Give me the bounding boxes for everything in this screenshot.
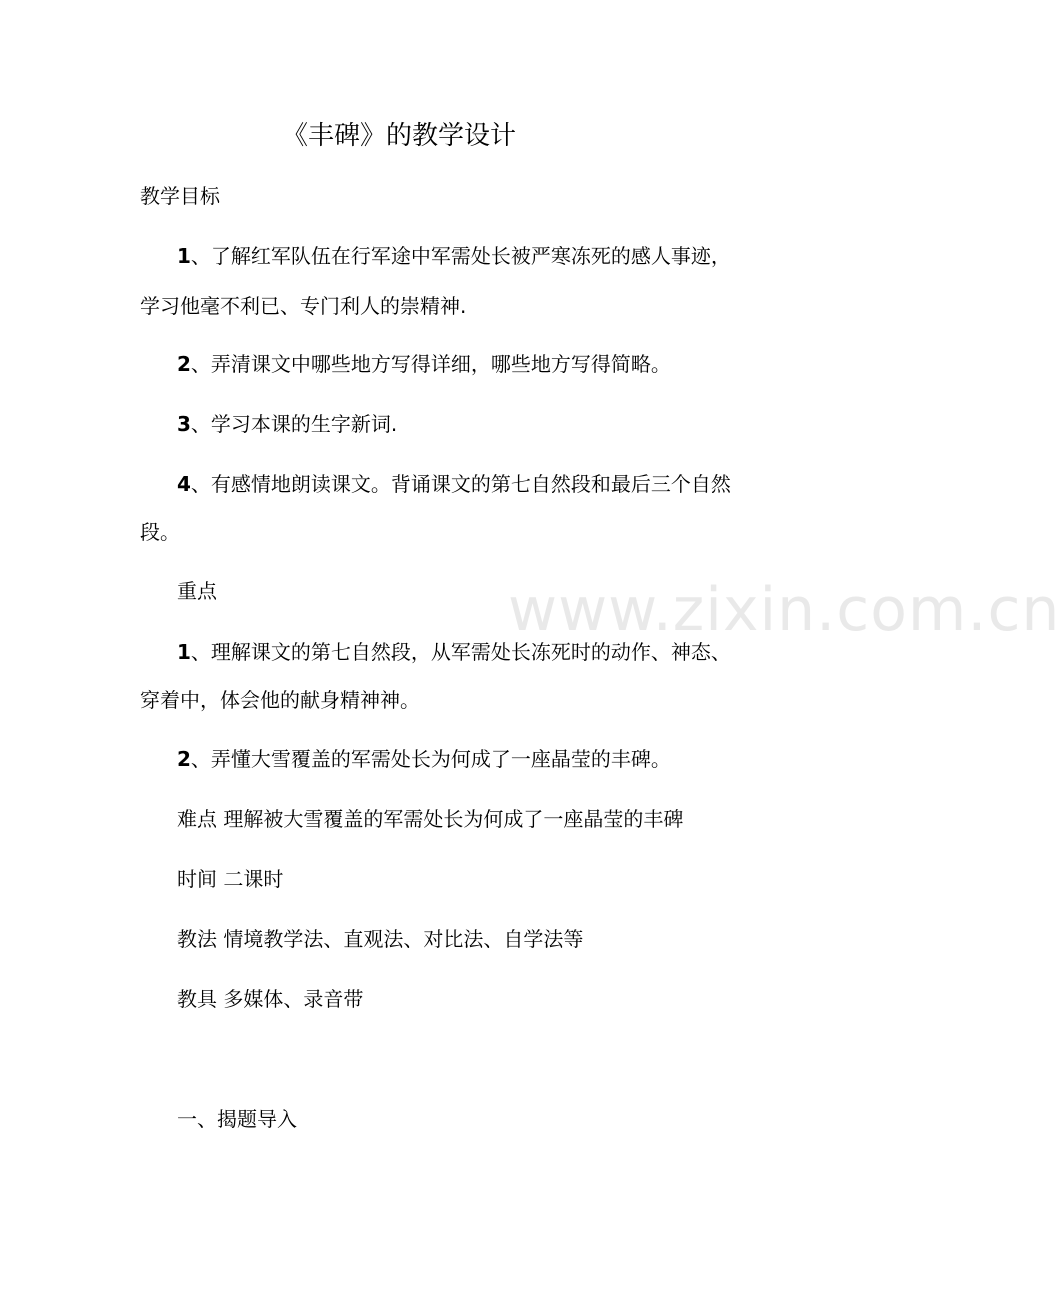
watermark: www.zixin.com.cn bbox=[508, 575, 1060, 645]
tools-line: 教具 多媒体、录音带 bbox=[177, 987, 364, 1011]
objective-2-text: 、弄清课文中哪些地方写得详细，哪些地方写得简略。 bbox=[190, 352, 671, 376]
section-one-heading: 一、揭题导入 bbox=[177, 1107, 297, 1131]
key-point-1-number: 1 bbox=[177, 640, 191, 664]
key-point-1 bbox=[177, 638, 731, 666]
time-line: 时间 二课时 bbox=[177, 867, 284, 891]
objectives-heading: 教学目标 bbox=[140, 184, 220, 208]
objective-1 bbox=[177, 242, 731, 270]
objective-1-line2: 学习他毫不利已、专门利人的崇精神. bbox=[140, 294, 467, 318]
objective-1-number: 1 bbox=[177, 244, 191, 268]
key-point-1-text-line1: 、理解课文的第七自然段，从军需处长冻死时的动作、神态、 bbox=[190, 640, 731, 664]
objective-4 bbox=[177, 470, 731, 498]
document-title: 《丰碑》的教学设计 bbox=[282, 121, 517, 151]
objective-3 bbox=[177, 410, 397, 438]
objective-4-line2: 段。 bbox=[140, 520, 180, 544]
objective-1-text-line1: 、了解红军队伍在行军途中军需处长被严寒冻死的感人事迹， bbox=[190, 244, 731, 268]
objective-3-number: 3 bbox=[177, 412, 191, 436]
key-point-2 bbox=[177, 745, 671, 773]
key-point-2-number: 2 bbox=[177, 747, 191, 771]
objective-2-number: 2 bbox=[177, 352, 191, 376]
key-point-1-line2: 穿着中，体会他的献身精神神。 bbox=[140, 688, 420, 712]
difficulty-line: 难点 理解被大雪覆盖的军需处长为何成了一座晶莹的丰碑 bbox=[177, 807, 684, 831]
key-point-2-text: 、弄懂大雪覆盖的军需处长为何成了一座晶莹的丰碑。 bbox=[190, 747, 671, 771]
objective-3-text: 、学习本课的生字新词. bbox=[190, 412, 398, 436]
methods-line: 教法 情境教学法、直观法、对比法、自学法等 bbox=[177, 927, 584, 951]
key-points-heading: 重点 bbox=[177, 579, 217, 603]
objective-2 bbox=[177, 350, 671, 378]
objective-4-number: 4 bbox=[177, 472, 191, 496]
objective-4-text-line1: 、有感情地朗读课文。背诵课文的第七自然段和最后三个自然 bbox=[190, 472, 731, 496]
